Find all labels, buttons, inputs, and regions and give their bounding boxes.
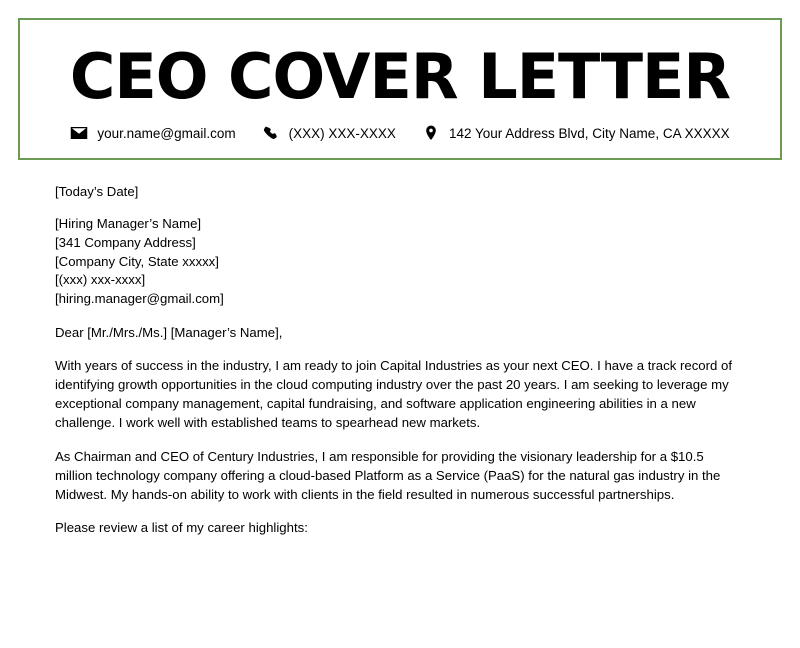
contact-address	[422, 124, 730, 142]
phone-icon	[262, 124, 280, 142]
recipient-line: [(xxx) xxx-xxxx]	[55, 272, 146, 288]
recipient-block	[55, 215, 742, 309]
body-paragraph: As Chairman and CEO of Century Industries, I am responsible for providing the visionary leadership for a $10.5 million technology company offering a cloud-based Platform as a Service (PaaS) for the natural gas industry in the Midwest. My hands-on ability to work with clients in the field resulted in numerous successful partnerships.	[55, 448, 721, 502]
contact-row	[30, 124, 770, 142]
location-pin-icon	[422, 124, 440, 142]
page-title: CEO COVER LETTER	[69, 40, 731, 113]
contact-phone-text: (XXX) XXX-XXXX	[288, 125, 396, 141]
contact-phone	[262, 124, 396, 142]
body-paragraph: With years of success in the industry, I am ready to join Capital Industries as your next CEO. I have a track record of identifying growth opportunities in the cloud computing industry over the past 20 years. I am seeking to leverage my exceptional company management, capital fundraising, and software application engineering abilities in a new challenge. I work well with established teams to spearhead new markets.	[55, 357, 733, 431]
envelope-icon	[70, 124, 88, 142]
recipient-line: [Hiring Manager’s Name]	[55, 216, 202, 232]
recipient-line: [341 Company Address]	[55, 234, 196, 250]
letter-body	[0, 160, 800, 537]
cover-letter-page	[0, 18, 800, 648]
salutation: Dear [Mr./Mrs./Ms.] [Manager’s Name],	[55, 324, 283, 340]
recipient-line: [hiring.manager@gmail.com]	[55, 291, 224, 307]
letterhead	[18, 18, 782, 160]
contact-email	[70, 124, 235, 142]
contact-address-text: 142 Your Address Blvd, City Name, CA XXXXX	[448, 125, 730, 141]
recipient-line: [Company City, State xxxxx]	[55, 253, 219, 269]
contact-email-text: your.name@gmail.com	[97, 125, 236, 141]
body-paragraph: Please review a list of my career highlights:	[55, 519, 308, 535]
date-line: [Today’s Date]	[55, 184, 139, 199]
